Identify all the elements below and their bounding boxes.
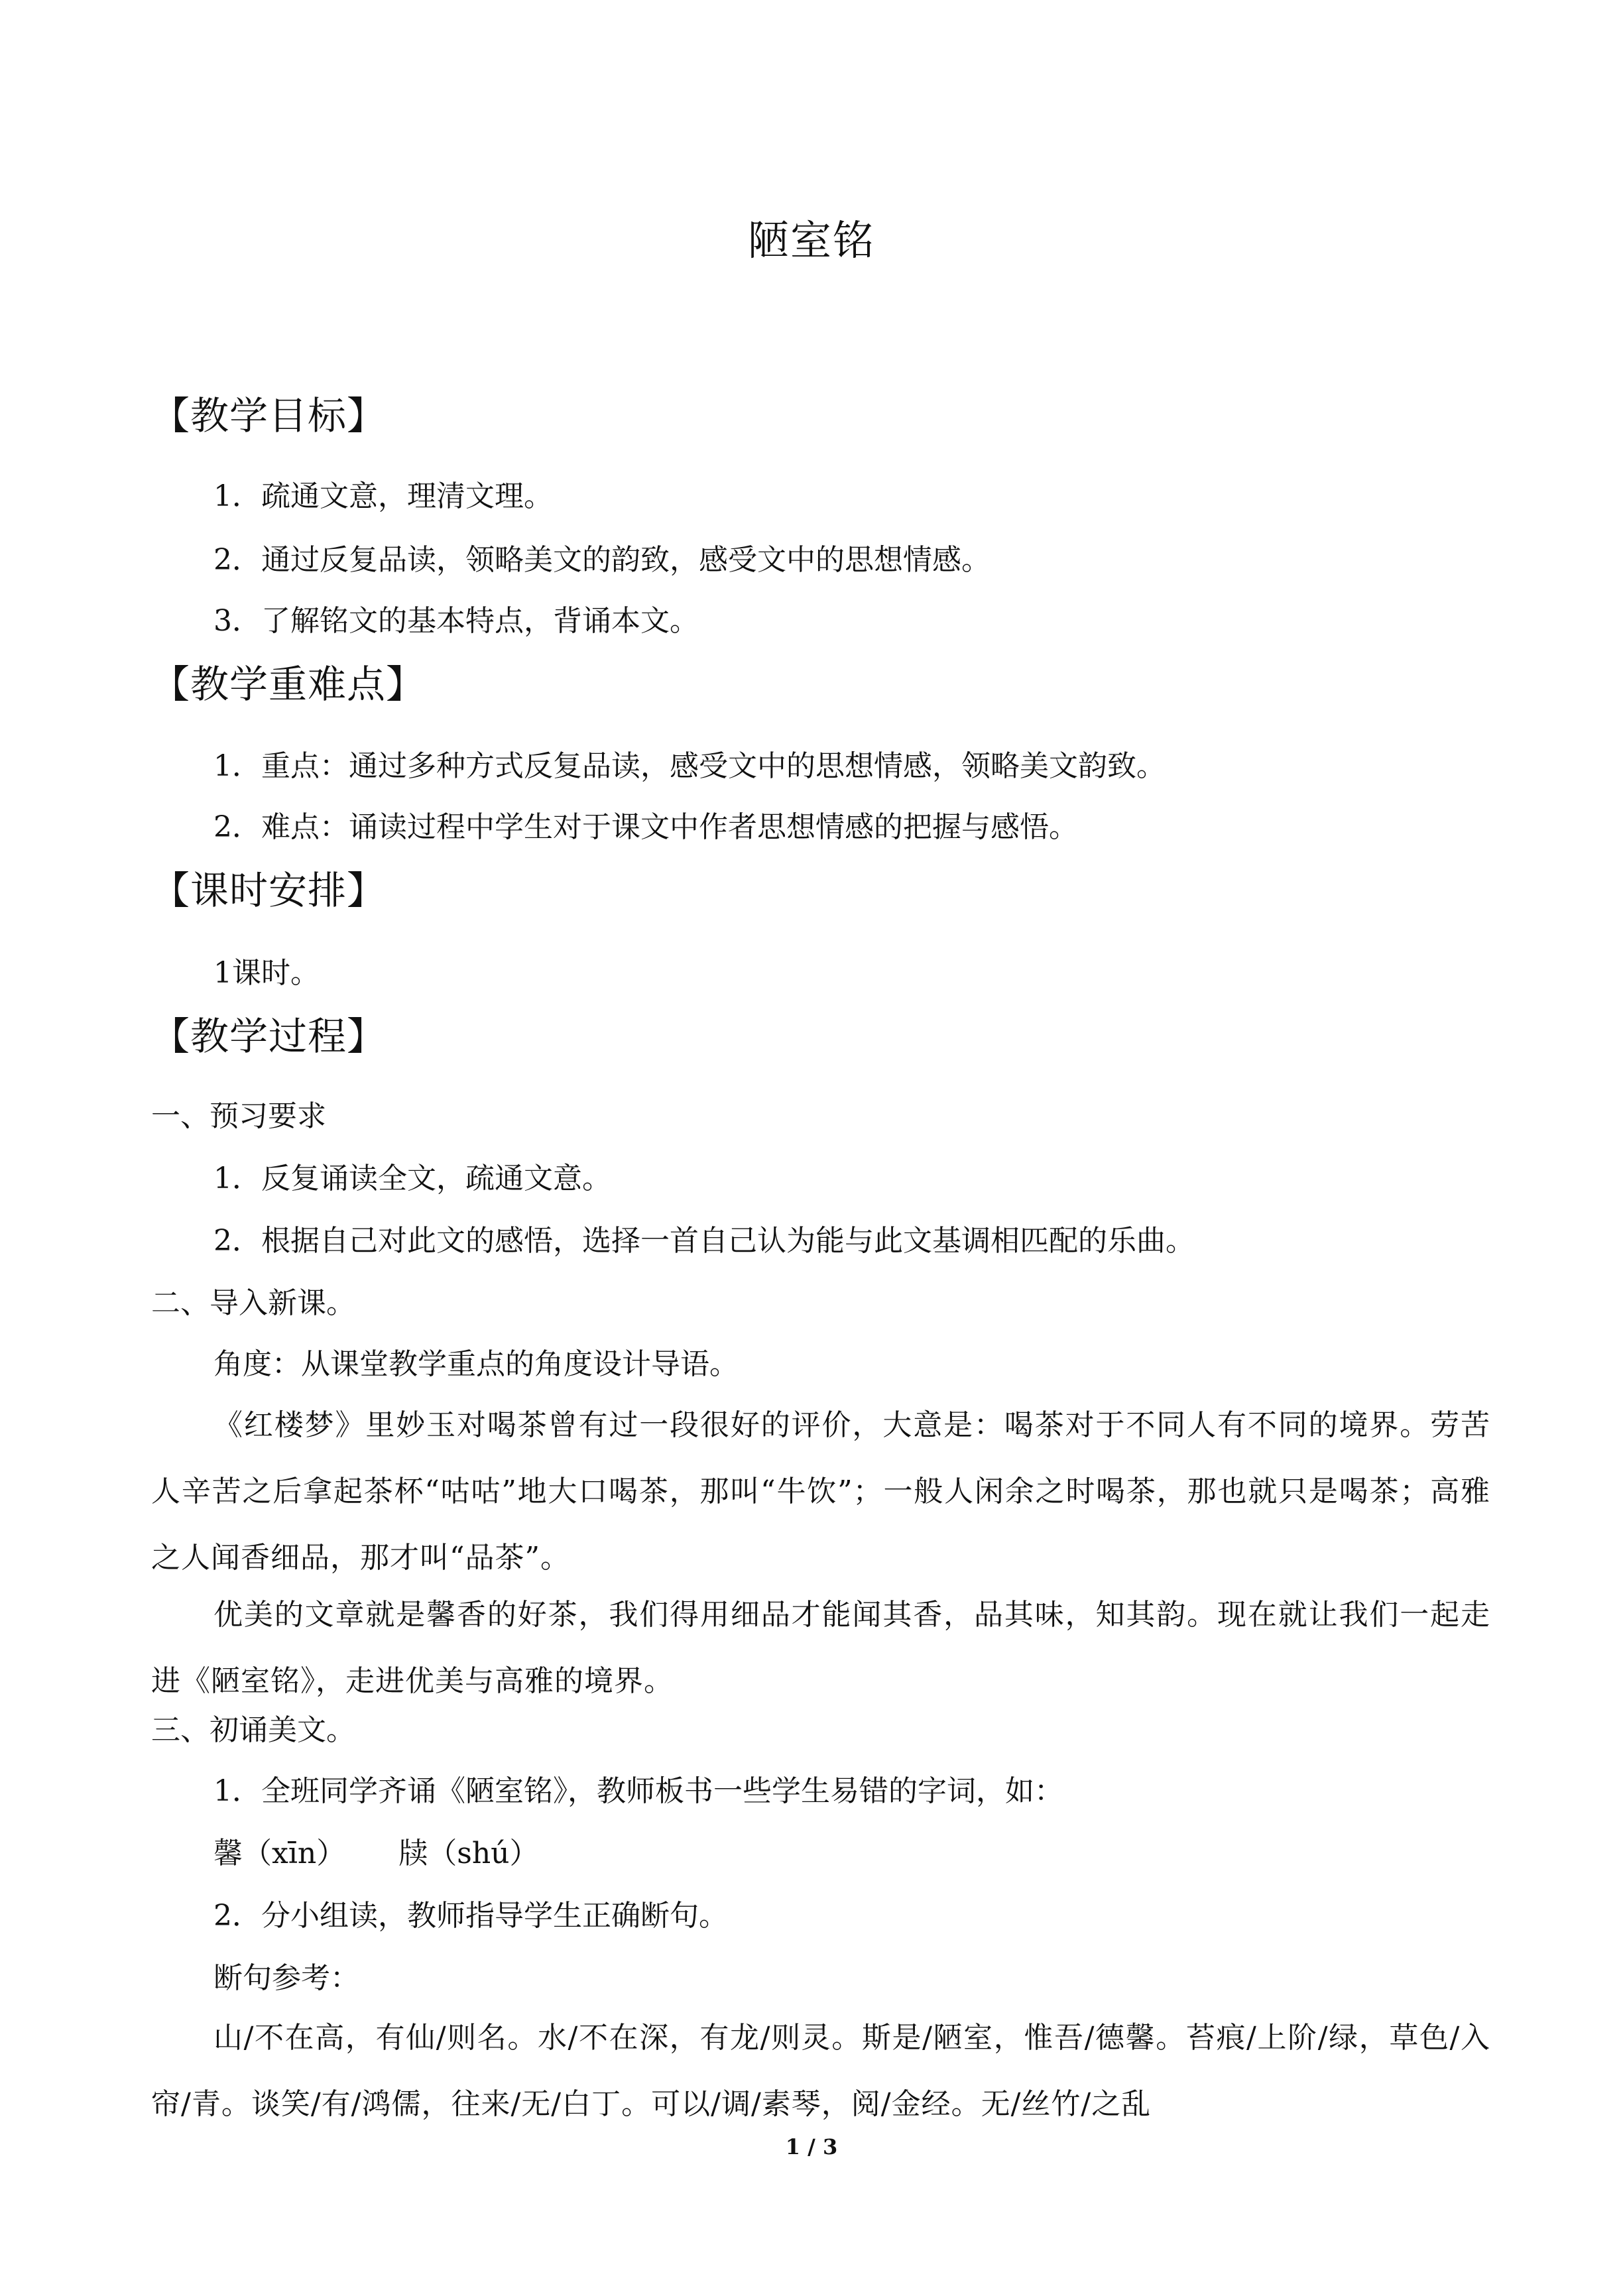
objective-item-1: 1．疏通文意，理清文理。 bbox=[213, 479, 553, 513]
heading-key-points: 【教学重难点】 bbox=[151, 662, 426, 707]
heading-objectives: 【教学目标】 bbox=[151, 393, 387, 438]
pinyin-word-1: 馨（xīn） bbox=[213, 1837, 346, 1870]
reference-text: 山/不在高，有仙/则名。水/不在深，有龙/则灵。斯是/陋室，惟吾/德馨。苔痕/上阶/绿，草色/入帘/青。谈笑/有/鸿儒，往来/无/白丁。可以/调/素琴，阅/金经。无/丝竹/之乱 bbox=[151, 2021, 1490, 2121]
step3-item-1: 1．全班同学齐诵《陋室铭》，教师板书一些学生易错的字词，如： bbox=[213, 1774, 1063, 1808]
objective-item-3: 3．了解铭文的基本特点，背诵本文。 bbox=[213, 604, 699, 638]
pinyin-line bbox=[213, 1833, 539, 1875]
heading-process: 【教学过程】 bbox=[151, 1014, 387, 1059]
schedule-text: 1课时。 bbox=[213, 956, 320, 990]
heading-schedule: 【课时安排】 bbox=[151, 868, 387, 913]
step2-paragraph-2: 优美的文章就是馨香的好茶，我们得用细品才能闻其香，品其味，知其韵。现在就让我们一起走进《陋室铭》，走进优美与高雅的境界。 bbox=[151, 1598, 1490, 1698]
pinyin-word-2: 牍（shú） bbox=[398, 1837, 539, 1870]
step1-item-2: 2．根据自己对此文的感悟，选择一首自己认为能与此文基调相匹配的乐曲。 bbox=[213, 1224, 1195, 1258]
page-title: 陋室铭 bbox=[747, 216, 875, 265]
key-point-item-2: 2．难点：诵读过程中学生对于课文中作者思想情感的把握与感悟。 bbox=[213, 810, 1078, 844]
objective-item-2: 2．通过反复品读，领略美文的韵致，感受文中的思想情感。 bbox=[213, 543, 991, 577]
step2-angle: 角度：从课堂教学重点的角度设计导语。 bbox=[213, 1347, 739, 1381]
key-point-item-1: 1．重点：通过多种方式反复品读，感受文中的思想情感，领略美文韵致。 bbox=[213, 749, 1166, 783]
step1-item-1: 1．反复诵读全文，疏通文意。 bbox=[213, 1162, 611, 1195]
step2-paragraph-1: 《红楼梦》里妙玉对喝茶曾有过一段很好的评价，大意是：喝茶对于不同人有不同的境界。劳苦人辛苦之后拿起茶杯“咕咕”地大口喝茶，那叫“牛饮”；一般人闲余之时喝茶，那也就只是喝茶；高雅之人闻香细品，那才叫“品茶”。 bbox=[151, 1408, 1490, 1575]
page-indicator: 1 / 3 bbox=[785, 2134, 838, 2159]
step3-title: 三、初诵美文。 bbox=[151, 1713, 355, 1747]
step2-title: 二、导入新课。 bbox=[151, 1286, 355, 1320]
step1-title: 一、预习要求 bbox=[151, 1099, 326, 1133]
reference-label: 断句参考： bbox=[213, 1961, 359, 1995]
step3-item-2: 2．分小组读，教师指导学生正确断句。 bbox=[213, 1899, 728, 1933]
